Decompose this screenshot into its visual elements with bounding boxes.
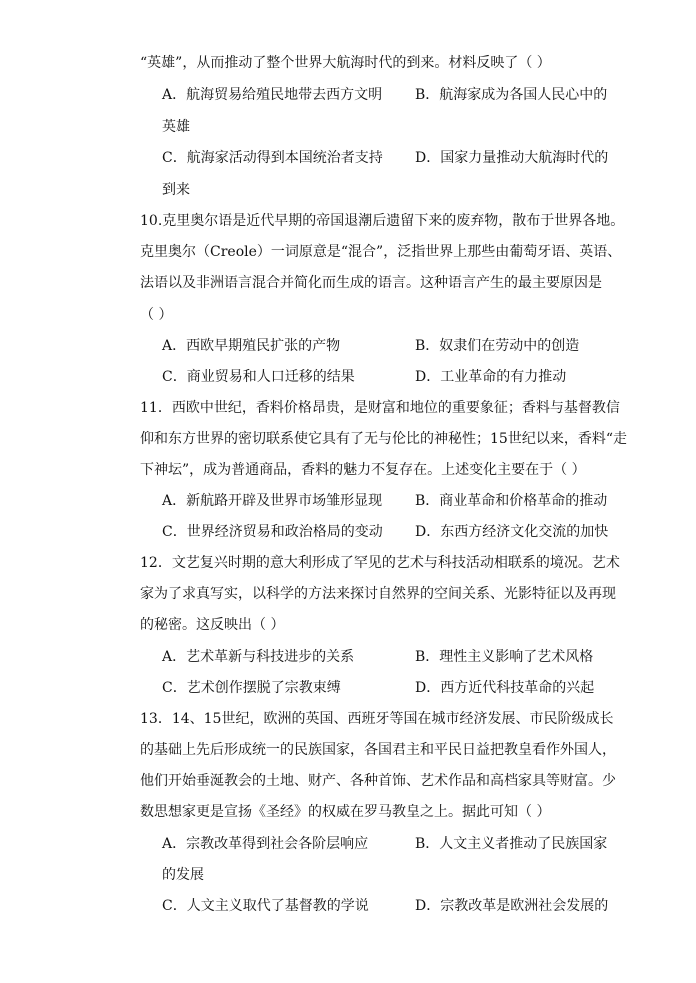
q12-stem-line-1: 12．文艺复兴时期的意大利形成了罕见的艺术与科技活动相联系的境况。艺术	[140, 555, 620, 571]
q9-option-b-continued: 英雄	[162, 119, 190, 135]
q13-stem-line-4: 数思想家更是宣扬《圣经》的权威在罗马教皇之上。据此可知（ ）	[140, 804, 551, 820]
q12-option-b: B．理性主义影响了艺术风格	[415, 649, 594, 665]
q9-option-a: A．航海贸易给殖民地带去西方文明	[162, 87, 383, 103]
q11-option-c: C．世界经济贸易和政治格局的变动	[162, 524, 383, 540]
q10-option-b: B．奴隶们在劳动中的创造	[415, 338, 580, 354]
q10-option-c: C．商业贸易和人口迁移的结果	[162, 369, 355, 385]
q12-stem-line-3: 的秘密。这反映出（ ）	[140, 617, 285, 633]
q10-stem-line-3: 法语以及非洲语言混合并简化而生成的语言。这种语言产生的最主要原因是	[140, 275, 602, 291]
q9-option-c: C．航海家活动得到本国统治者支持	[162, 150, 383, 166]
q11-stem-line-3: 下神坛”，成为普通商品，香料的魅力不复存在。上述变化主要在于（ ）	[140, 462, 586, 478]
q11-stem-line-2: 仰和东方世界的密切联系使它具有了无与伦比的神秘性；15世纪以来，香料“走	[140, 431, 627, 447]
q13-stem-line-3: 他们开始垂涎教会的土地、财产、各种首饰、艺术作品和高档家具等财富。少	[140, 773, 616, 789]
q12-option-c: C．艺术创作摆脱了宗教束缚	[162, 680, 341, 696]
q13-stem-line-2: 的基础上先后形成统一的民族国家，各国君主和平民日益把教皇看作外国人，	[140, 742, 616, 758]
q9-option-d-continued: 到来	[162, 182, 190, 198]
q11-option-d: D．东西方经济文化交流的加快	[415, 524, 609, 540]
q13-option-a: A．宗教改革得到社会各阶层响应	[162, 836, 369, 852]
q11-stem-line-1: 11．西欧中世纪，香料价格昂贵，是财富和地位的重要象征；香料与基督教信	[140, 400, 620, 416]
q10-stem-line-4: （ ）	[140, 307, 173, 323]
q10-stem-line-1: 10.克里奥尔语是近代早期的帝国退潮后遗留下来的废弃物，散布于世界各地。	[140, 213, 625, 229]
q10-option-d: D．工业革命的有力推动	[415, 369, 567, 385]
q10-option-a: A．西欧早期殖民扩张的产物	[162, 338, 341, 354]
q13-option-c: C．人文主义取代了基督教的学说	[162, 898, 369, 914]
q12-stem-line-2: 家为了求真写实，以科学的方法来探讨自然界的空间关系、光影特征以及再现	[140, 586, 616, 602]
q9-option-b: B．航海家成为各国人民心中的	[415, 87, 608, 103]
q12-option-d: D．西方近代科技革命的兴起	[415, 680, 595, 696]
q11-option-b: B．商业革命和价格革命的推动	[415, 493, 608, 509]
q10-stem-line-2: 克里奥尔（Creole）一词原意是“混合”，泛指世界上那些由葡萄牙语、英语、	[140, 244, 622, 260]
q13-stem-line-1: 13．14、15世纪，欧洲的英国、西班牙等国在城市经济发展、市民阶级成长	[140, 711, 614, 727]
q9-stem-tail: “英雄”，从而推动了整个世界大航海时代的到来。材料反映了（ ）	[140, 55, 551, 71]
q13-option-b: B．人文主义者推动了民族国家	[415, 836, 608, 852]
q12-option-a: A．艺术革新与科技进步的关系	[162, 649, 355, 665]
q9-option-d: D．国家力量推动大航海时代的	[415, 150, 609, 166]
q11-option-a: A．新航路开辟及世界市场雏形显现	[162, 493, 383, 509]
q13-option-d: D．宗教改革是欧洲社会发展的	[415, 898, 609, 914]
q13-option-b-continued: 的发展	[162, 867, 204, 883]
